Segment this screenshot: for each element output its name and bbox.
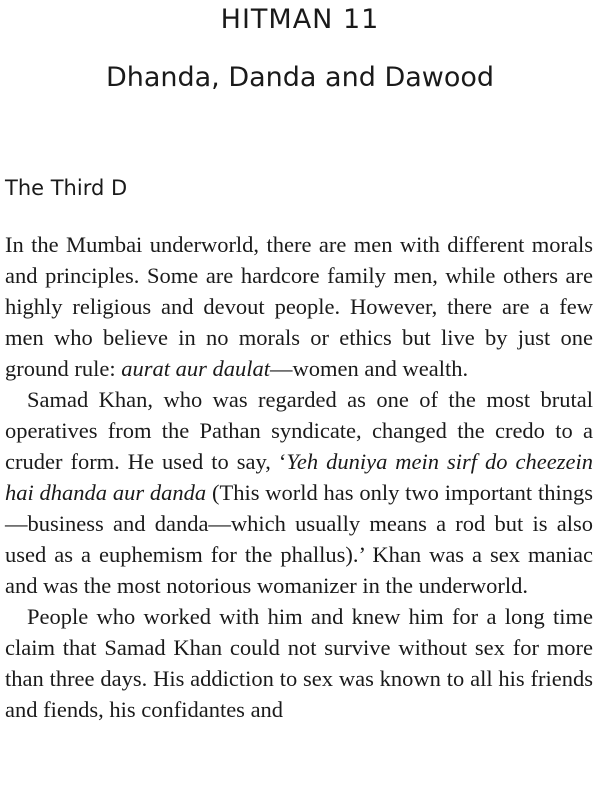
paragraph-1-text: In the Mumbai underworld, there are men with different morals and principles. Some are hardcore family men, while others are highly religious and devout people. However, there are a few men who believe in no morals or ethics but live by just one ground rule: bbox=[5, 232, 593, 381]
paragraph-2-text-end: (This world has only two important things—business and danda—which usually means a rod but is also used as a euphemism for the phallus).’ Khan was a sex maniac and was the most notorious womanizer in the underworld. bbox=[5, 480, 593, 598]
body-text bbox=[5, 229, 593, 725]
paragraph-2 bbox=[5, 384, 593, 601]
section-heading: The Third D bbox=[5, 176, 128, 200]
paragraph-3 bbox=[5, 601, 593, 725]
paragraph-1-text-end: —women and wealth. bbox=[270, 356, 469, 381]
paragraph-3-text: People who worked with him and knew him for a long time claim that Samad Khan could not survive without sex for more than three days. His addiction to sex was known to all his friends and fiends, his confidantes and bbox=[5, 604, 593, 722]
paragraph-2-italic: Yeh duniya mein sirf do cheezein hai dhanda aur danda bbox=[5, 449, 593, 505]
paragraph-2-text: Samad Khan, who was regarded as one of the most brutal operatives from the Pathan syndicate, changed the credo to a cruder form. He used to say, ‘ bbox=[5, 387, 593, 474]
paragraph-1-italic: aurat aur daulat bbox=[121, 356, 271, 381]
paragraph-1 bbox=[5, 229, 593, 384]
chapter-number: HITMAN 11 bbox=[220, 4, 380, 35]
chapter-title: Dhanda, Danda and Dawood bbox=[105, 62, 495, 93]
